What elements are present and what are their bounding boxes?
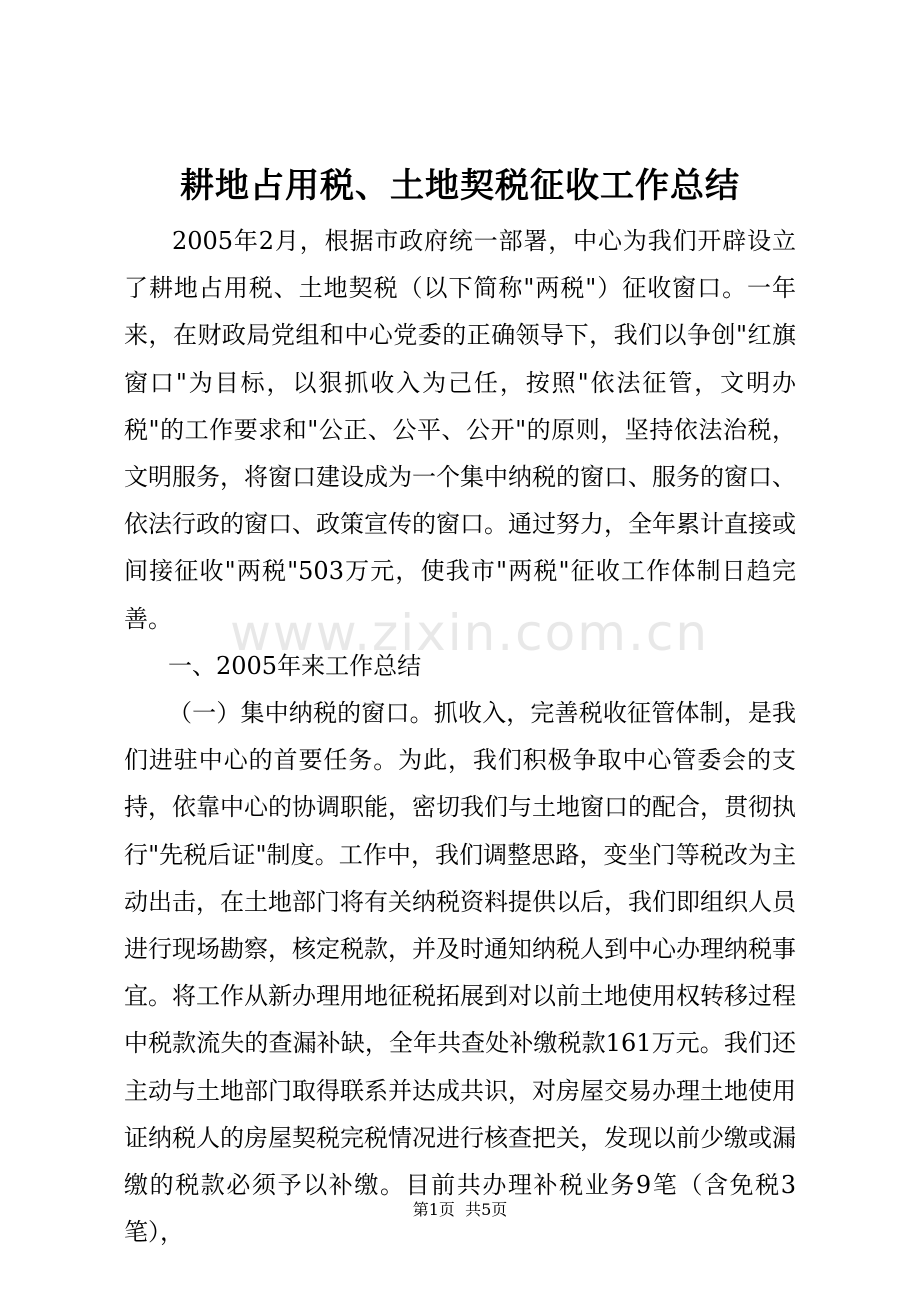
- section-heading: 一、2005年来工作总结: [168, 651, 422, 680]
- document-body: [124, 218, 796, 1256]
- document-title: 耕地占用税、土地契税征收工作总结: [180, 166, 740, 206]
- paragraph-intro: 2005年2月，根据市政府统一部署，中心为我们开辟设立了耕地占用税、土地契税（以下简称"两税"）征收窗口。一年来，在财政局党组和中心党委的正确领导下，我们以争创"红旗窗口"为目标，以狠抓收入为己任，按照"依法征管，文明办税"的工作要求和"公正、公平、公开"的原则，坚持依法治税，文明服务，将窗口建设成为一个集中纳税的窗口、服务的窗口、依法行政的窗口、政策宣传的窗口。通过努力，全年累计直接或间接征收"两税"503万元，使我市"两税"征收工作体制日趋完善。: [124, 227, 796, 633]
- page-number: 第1页: [412, 1200, 455, 1219]
- paragraph-subsection-one: （一）集中纳税的窗口。抓收入，完善税收征管体制，是我们进驻中心的首要任务。为此，我们积极争取中心管委会的支持，依靠中心的协调职能，密切我们与土地窗口的配合，贯彻执行"先税后证"制度。工作中，我们调整思路，变坐门等税改为主动出击，在土地部门将有关纳税资料提供以后，我们即组织人员进行现场勘察，核定税款，并及时通知纳税人到中心办理纳税事宜。将工作从新办理用地征税拓展到对以前土地使用权转移过程中税款流失的查漏补缺，全年共查处补缴税款161万元。我们还主动与土地部门取得联系并达成共识，对房屋交易办理土地使用证纳税人的房屋契税完税情况进行核查把关，发现以前少缴或漏缴的税款必须予以补缴。目前共办理补税业务9笔（含免税3笔），: [124, 699, 796, 1247]
- page-total: 共5页: [465, 1200, 508, 1219]
- watermark-text: www.zixin.com.cn: [230, 604, 710, 662]
- page-footer: [0, 1198, 920, 1222]
